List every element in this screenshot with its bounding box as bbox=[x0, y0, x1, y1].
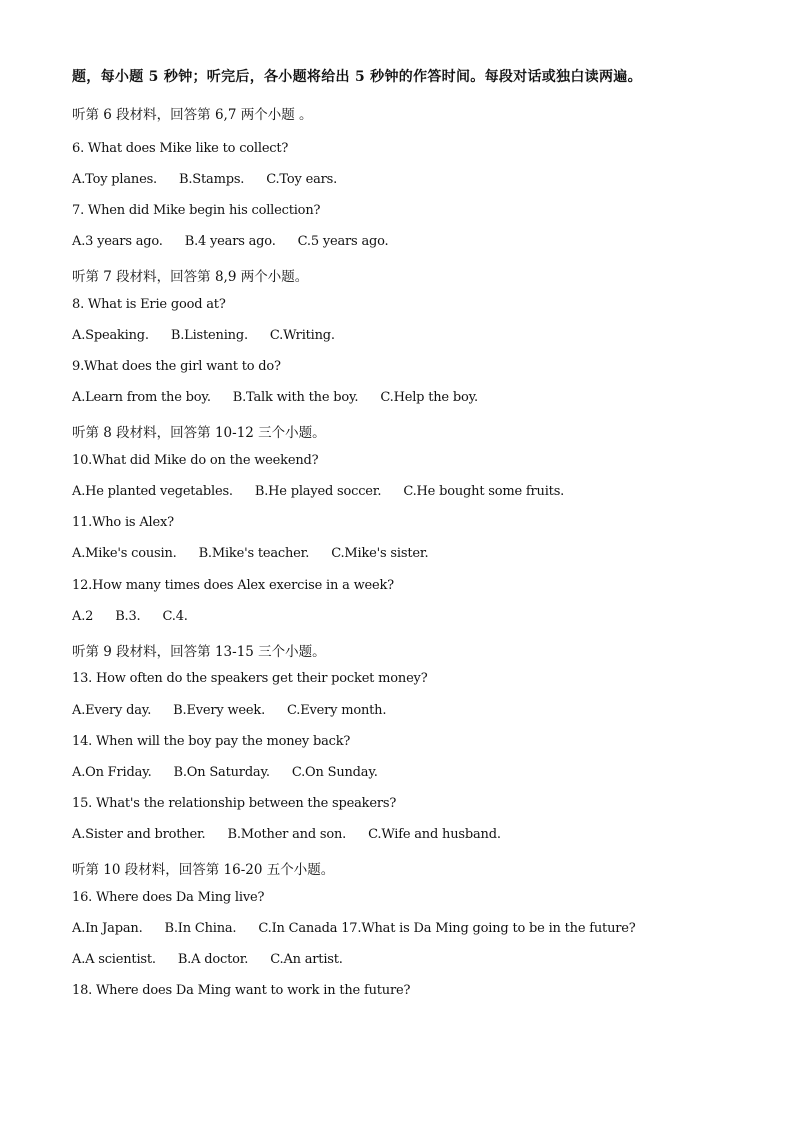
section-header: 听第 8 段材料，回答第 10-12 三个小题。 bbox=[72, 425, 326, 441]
option-b: B.Stamps. bbox=[179, 172, 245, 187]
answer-options bbox=[72, 609, 188, 624]
question-text: 12.How many times does Alex exercise in a week? bbox=[72, 578, 394, 593]
option-b: B.4 years ago. bbox=[184, 234, 276, 249]
section-header: 听第 10 段材料，回答第 16-20 五个小题。 bbox=[72, 862, 335, 878]
option-c: C.He bought some fruits. bbox=[403, 484, 565, 499]
option-b: B.He played soccer. bbox=[254, 484, 382, 499]
question-text: 6. What does Mike like to collect? bbox=[72, 141, 289, 156]
option-a: A.Sister and brother. bbox=[72, 827, 206, 842]
option-b: B.3. bbox=[115, 609, 141, 624]
question-text: 14. When will the boy pay the money back? bbox=[72, 734, 351, 749]
section-header: 听第 7 段材料，回答第 8,9 两个小题。 bbox=[72, 269, 309, 285]
answer-options bbox=[72, 765, 378, 780]
question-text: 11.Who is Alex? bbox=[72, 515, 174, 530]
option-c: C.On Sunday. bbox=[291, 765, 378, 780]
option-b: B.On Saturday. bbox=[173, 765, 270, 780]
option-a: A.He planted vegetables. bbox=[72, 484, 233, 499]
option-a: A.Every day. bbox=[72, 703, 152, 718]
option-b: B.Mother and son. bbox=[227, 827, 347, 842]
answer-options bbox=[72, 328, 335, 343]
answer-options bbox=[72, 234, 388, 249]
question-text: 9.What does the girl want to do? bbox=[72, 359, 281, 374]
option-b: B.Every week. bbox=[173, 703, 265, 718]
answer-options bbox=[72, 172, 337, 187]
option-c: C.Toy ears. bbox=[266, 172, 338, 187]
option-c: C.Writing. bbox=[269, 328, 335, 343]
option-c: C.An artist. bbox=[270, 952, 343, 967]
answer-options bbox=[72, 703, 386, 718]
answer-options bbox=[72, 921, 636, 936]
option-a: A.Mike's cousin. bbox=[72, 546, 177, 561]
option-c: C.4. bbox=[162, 609, 188, 624]
option-b: B.Listening. bbox=[170, 328, 248, 343]
option-a: A.Learn from the boy. bbox=[72, 390, 211, 405]
answer-options bbox=[72, 827, 501, 842]
option-a: A.3 years ago. bbox=[72, 234, 163, 249]
question-text: 10.What did Mike do on the weekend? bbox=[72, 453, 319, 468]
question-text: 15. What's the relationship between the speakers? bbox=[72, 796, 397, 811]
option-c: C.Every month. bbox=[287, 703, 387, 718]
option-b: B.In China. bbox=[164, 921, 237, 936]
question-text: 7. When did Mike begin his collection? bbox=[72, 203, 321, 218]
option-a: A.A scientist. bbox=[72, 952, 156, 967]
answer-options bbox=[72, 952, 343, 967]
section-header: 听第 6 段材料，回答第 6,7 两个小题 。 bbox=[72, 107, 313, 123]
option-c: C.Mike's sister. bbox=[331, 546, 429, 561]
option-c: C.Wife and husband. bbox=[368, 827, 501, 842]
question-text: 16. Where does Da Ming live? bbox=[72, 890, 265, 905]
section-header: 听第 9 段材料，回答第 13-15 三个小题。 bbox=[72, 644, 326, 660]
option-a: A.Speaking. bbox=[72, 328, 149, 343]
option-b: B.A doctor. bbox=[177, 952, 249, 967]
answer-options bbox=[72, 390, 478, 405]
question-text: 8. What is Erie good at? bbox=[72, 297, 226, 312]
option-c: C.Help the boy. bbox=[380, 390, 478, 405]
option-a: A.Toy planes. bbox=[72, 172, 157, 187]
option-c: C.In Canada 17.What is Da Ming going to be in the future? bbox=[258, 921, 636, 936]
option-a: A.2 bbox=[72, 609, 94, 624]
option-b: B.Talk with the boy. bbox=[232, 390, 359, 405]
option-c: C.5 years ago. bbox=[297, 234, 389, 249]
question-text: 13. How often do the speakers get their pocket money? bbox=[72, 671, 428, 686]
option-b: B.Mike's teacher. bbox=[198, 546, 310, 561]
option-a: A.In Japan. bbox=[72, 921, 143, 936]
instructions-line: 题，每小题 5 秒钟；听完后，各小题将给出 5 秒钟的作答时间。每段对话或独白读两遍。 bbox=[72, 69, 642, 85]
option-a: A.On Friday. bbox=[72, 765, 152, 780]
answer-options bbox=[72, 484, 564, 499]
answer-options bbox=[72, 546, 428, 561]
question-text: 18. Where does Da Ming want to work in the future? bbox=[72, 983, 411, 998]
